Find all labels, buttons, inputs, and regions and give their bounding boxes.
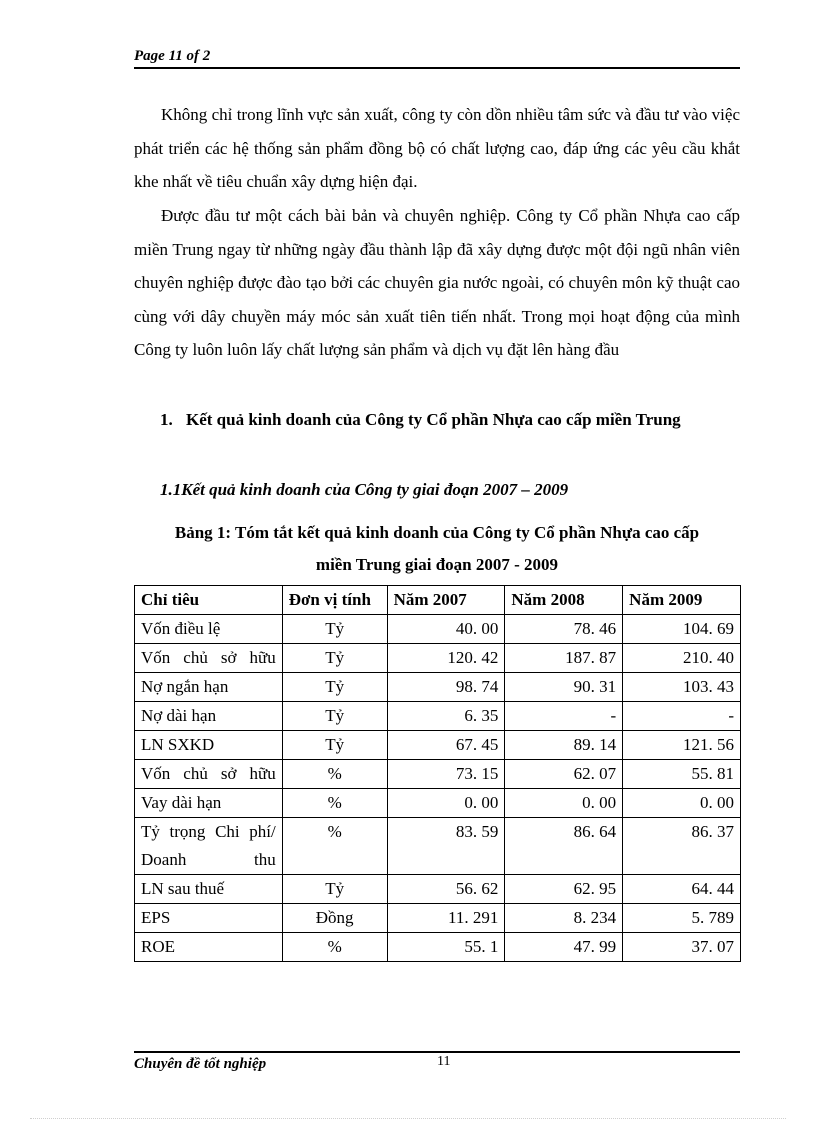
value-cell: - — [505, 702, 623, 731]
table-caption-line-1: Bảng 1: Tóm tắt kết quả kinh doanh của Công ty Cổ phần Nhựa cao cấp — [174, 523, 700, 542]
value-cell: 103. 43 — [623, 673, 741, 702]
value-cell: 37. 07 — [623, 933, 741, 962]
unit-cell: Tỷ — [282, 644, 387, 673]
value-cell: 121. 56 — [623, 731, 741, 760]
indicator-cell: Vốn chủ sở hữu — [135, 760, 283, 789]
value-cell: 89. 14 — [505, 731, 623, 760]
indicator-cell: Vay dài hạn — [135, 789, 283, 818]
value-cell: 5. 789 — [623, 904, 741, 933]
value-cell: 6. 35 — [387, 702, 505, 731]
value-cell: 120. 42 — [387, 644, 505, 673]
indicator-cell: LN SXKD — [135, 731, 283, 760]
unit-cell: Tỷ — [282, 702, 387, 731]
subsection-heading: 1.1Kết quả kinh doanh của Công ty giai đoạn 2007 – 2009 — [160, 480, 569, 499]
indicator-cell: Nợ ngắn hạn — [135, 673, 283, 702]
unit-cell: % — [282, 818, 387, 875]
table-caption — [134, 517, 740, 581]
value-cell: 55. 81 — [623, 760, 741, 789]
value-cell: 86. 64 — [505, 818, 623, 875]
value-cell: 64. 44 — [623, 875, 741, 904]
footer-title: Chuyên đề tốt nghiệp — [134, 1056, 267, 1072]
value-cell: 210. 40 — [623, 644, 741, 673]
value-cell: 98. 74 — [387, 673, 505, 702]
column-header: Năm 2008 — [505, 586, 623, 615]
value-cell: 55. 1 — [387, 933, 505, 962]
value-cell: 86. 37 — [623, 818, 741, 875]
page-label: Page 11 of 2 — [134, 48, 211, 64]
table-row — [135, 760, 741, 789]
page-bottom-dotted-line — [30, 1118, 786, 1119]
unit-cell: % — [282, 933, 387, 962]
page-header — [134, 48, 740, 69]
unit-cell: Đồng — [282, 904, 387, 933]
unit-cell: % — [282, 789, 387, 818]
column-header: Chỉ tiêu — [135, 586, 283, 615]
value-cell: 90. 31 — [505, 673, 623, 702]
unit-cell: Tỷ — [282, 731, 387, 760]
section-title: Kết quả kinh doanh của Công ty Cổ phần Nhựa cao cấp miền Trung — [186, 410, 681, 429]
section-number: 1. — [160, 410, 173, 429]
value-cell: 8. 234 — [505, 904, 623, 933]
unit-cell: Tỷ — [282, 875, 387, 904]
unit-cell: % — [282, 760, 387, 789]
column-header: Năm 2007 — [387, 586, 505, 615]
table-row — [135, 789, 741, 818]
table-row — [135, 875, 741, 904]
indicator-cell: LN sau thuế — [135, 875, 283, 904]
indicator-cell: Nợ dài hạn — [135, 702, 283, 731]
footer-divider — [134, 1051, 740, 1053]
indicator-cell: ROE — [135, 933, 283, 962]
table-row — [135, 818, 741, 875]
table-row — [135, 731, 741, 760]
table-row — [135, 933, 741, 962]
value-cell: 0. 00 — [623, 789, 741, 818]
value-cell: 78. 46 — [505, 615, 623, 644]
value-cell: 73. 15 — [387, 760, 505, 789]
table-row — [135, 615, 741, 644]
paragraph-2: Được đầu tư một cách bài bản và chuyên nghiệp. Công ty Cổ phần Nhựa cao cấp miền Trung ngay từ những ngày đầu thành lập đã xây dựng được một đội ngũ nhân viên chuyên nghiệp được đào tạo bởi các chuyên gia nước ngoài, có chuyên môn kỹ thuật cao cùng với dây chuyền máy móc sản xuất tiên tiến nhất. Trong mọi hoạt động của mình Công ty luôn luôn lấy chất lượng sản phẩm và dịch vụ đặt lên hàng đầu — [134, 206, 740, 359]
indicator-cell: Tỷ trọng Chi phí/ Doanh thu — [135, 818, 283, 875]
unit-cell: Tỷ — [282, 673, 387, 702]
indicator-cell: Vốn điều lệ — [135, 615, 283, 644]
table-row — [135, 904, 741, 933]
value-cell: 62. 07 — [505, 760, 623, 789]
value-cell: 0. 00 — [505, 789, 623, 818]
value-cell: 104. 69 — [623, 615, 741, 644]
column-header: Năm 2009 — [623, 586, 741, 615]
indicator-cell: EPS — [135, 904, 283, 933]
unit-cell: Tỷ — [282, 615, 387, 644]
results-table — [134, 585, 741, 962]
value-cell: 0. 00 — [387, 789, 505, 818]
value-cell: - — [623, 702, 741, 731]
table-header-row — [135, 586, 741, 615]
paragraph-1: Không chỉ trong lĩnh vực sản xuất, công ty còn dồn nhiều tâm sức và đầu tư vào việc phát triển các hệ thống sản phẩm đồng bộ có chất lượng cao, đáp ứng các yêu cầu khắt khe nhất về tiêu chuẩn xây dựng hiện đại. — [134, 105, 740, 191]
value-cell: 40. 00 — [387, 615, 505, 644]
table-row — [135, 673, 741, 702]
section-heading — [160, 403, 740, 436]
value-cell: 67. 45 — [387, 731, 505, 760]
indicator-cell: Vốn chủ sở hữu — [135, 644, 283, 673]
table-caption-line-2: miền Trung giai đoạn 2007 - 2009 — [315, 555, 559, 574]
value-cell: 187. 87 — [505, 644, 623, 673]
value-cell: 62. 95 — [505, 875, 623, 904]
value-cell: 56. 62 — [387, 875, 505, 904]
value-cell: 11. 291 — [387, 904, 505, 933]
value-cell: 83. 59 — [387, 818, 505, 875]
table-row — [135, 644, 741, 673]
value-cell: 47. 99 — [505, 933, 623, 962]
column-header: Đơn vị tính — [282, 586, 387, 615]
footer-page-number: 11 — [437, 1054, 451, 1069]
table-row — [135, 702, 741, 731]
